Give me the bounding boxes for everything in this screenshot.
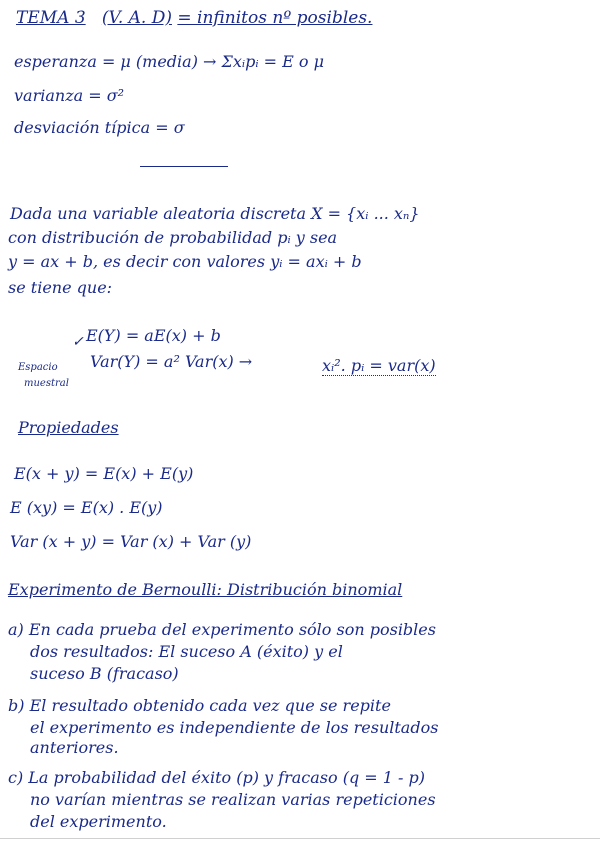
def-esperanza: esperanza = μ (media) → Σxᵢpᵢ = E o μ <box>14 52 324 71</box>
bernoulli-c-line-3: del experimento. <box>30 812 167 831</box>
property-1: E(x + y) = E(x) + E(y) <box>14 464 194 483</box>
def-varianza: varianza = σ² <box>14 86 125 105</box>
def-desviacion: desviación típica = σ <box>14 118 185 137</box>
bernoulli-b-line-2: el experimento es independiente de los resultados <box>30 718 439 737</box>
para-line-4: se tiene que: <box>8 278 113 297</box>
note-espacio: Espacio <box>18 362 58 373</box>
properties-heading: Propiedades <box>18 418 119 437</box>
bernoulli-a-line-3: suceso B (fracaso) <box>30 664 179 683</box>
formula-ey: E(Y) = aE(x) + b <box>86 326 221 345</box>
checkmark-icon: ✓ <box>72 334 84 350</box>
formula-vary: Var(Y) = a² Var(x) → <box>90 352 253 371</box>
bernoulli-b-line-1: b) El resultado obtenido cada vez que se repite <box>8 696 391 715</box>
formula-xpi: xᵢ². pᵢ = var(x) <box>322 356 436 375</box>
page-title <box>16 8 372 28</box>
title-rest: = infinitos nº posibles. <box>177 8 373 28</box>
bernoulli-b-line-3: anteriores. <box>30 738 119 757</box>
bernoulli-a-line-2: dos resultados: El suceso A (éxito) y el <box>30 642 343 661</box>
bernoulli-a-line-1: a) En cada prueba del experimento sólo son posibles <box>8 620 436 639</box>
bernoulli-heading: Experimento de Bernoulli: Distribución binomial <box>8 580 403 599</box>
title-prefix: TEMA 3 <box>16 8 86 28</box>
page-bottom-edge <box>0 838 600 839</box>
title-subject: (V. A. D) <box>101 8 172 28</box>
property-2: E (xy) = E(x) . E(y) <box>10 498 163 517</box>
bernoulli-c-line-2: no varían mientras se realizan varias repeticiones <box>30 790 436 809</box>
para-line-1: Dada una variable aleatoria discreta X = {xᵢ ... xₙ} <box>10 204 420 223</box>
para-line-3: y = ax + b, es decir con valores yᵢ = axᵢ + b <box>8 252 362 271</box>
bernoulli-c-line-1: c) La probabilidad del éxito (p) y fracaso (q = 1 - p) <box>8 768 425 787</box>
separator-line <box>140 166 228 167</box>
note-muestral: muestral <box>24 378 69 389</box>
para-line-2: con distribución de probabilidad pᵢ y sea <box>8 228 338 247</box>
property-3: Var (x + y) = Var (x) + Var (y) <box>10 532 252 551</box>
